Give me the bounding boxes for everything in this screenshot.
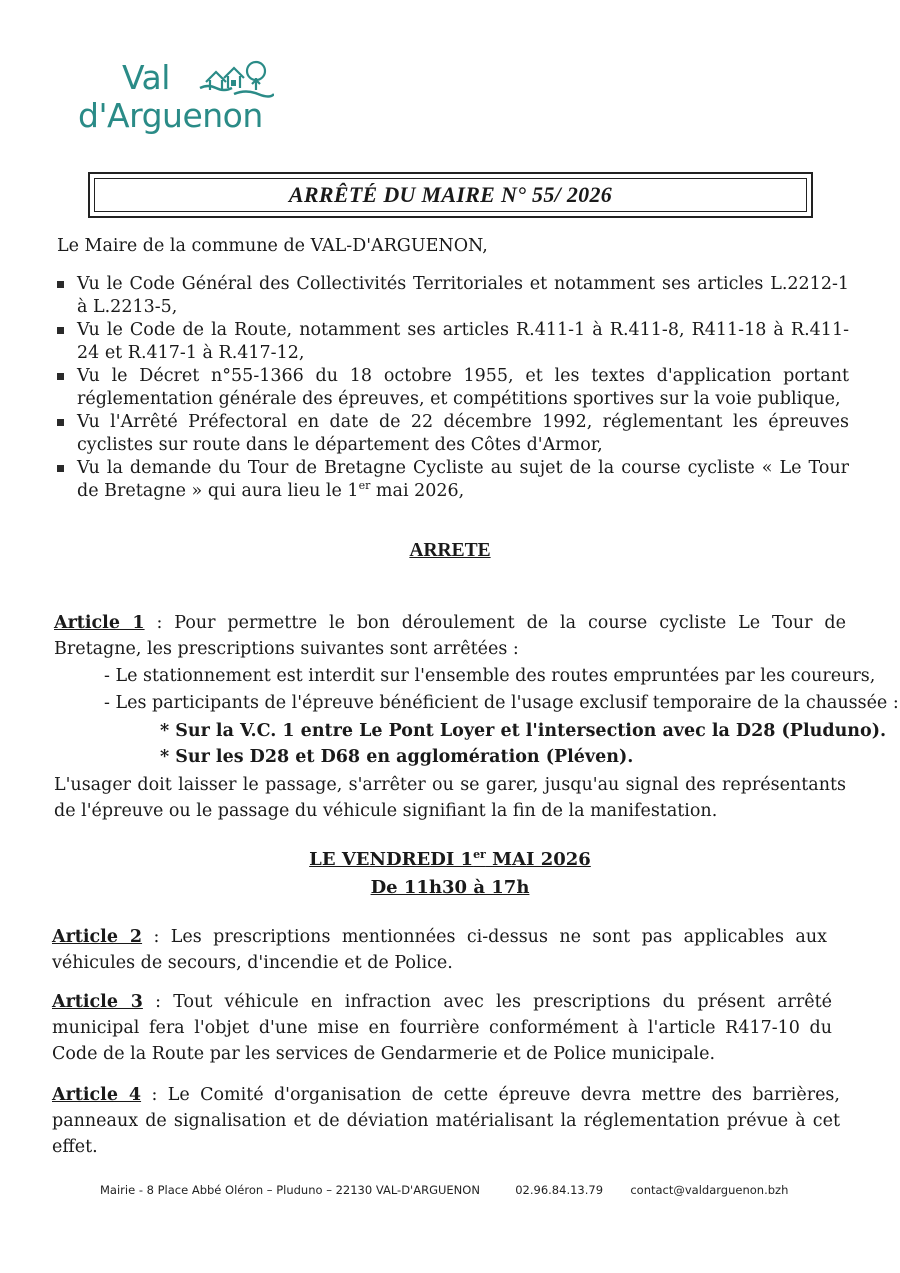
article-4-label: Article 4 — [52, 1085, 142, 1105]
bullet-square-icon — [57, 465, 64, 472]
event-time: De 11h30 à 17h — [370, 877, 530, 898]
article-1-text: : Pour permettre le bon déroulement de la course cycliste Le Tour de Bretagne, les prescriptions suivantes sont arrêtées : — [54, 613, 846, 659]
article-1-route-1: * Sur la V.C. 1 entre Le Pont Loyer et l'intersection avec la D28 (Pluduno). — [160, 721, 887, 741]
article-1-route-2: * Sur les D28 et D68 en agglomération (Pléven). — [160, 747, 634, 767]
arrete-heading: ARRETE — [409, 540, 491, 561]
footer-address: Mairie - 8 Place Abbé Oléron – Pluduno – 22130 VAL-D'ARGUENON — [100, 1183, 480, 1197]
bullet-square-icon — [57, 327, 64, 334]
list-item: Vu le Code Général des Collectivités Territoriales et notamment ses articles L.2212-1 à L.2213-5, — [57, 273, 849, 319]
document-title: ARRÊTÉ DU MAIRE N° 55/ 2026 — [288, 182, 613, 207]
municipal-logo — [76, 58, 326, 140]
article-1-closing: L'usager doit laisser le passage, s'arrêter ou se garer, jusqu'au signal des représentants de l'épreuve ou le passage du véhicule signifiant la fin de la manifestation. — [54, 775, 846, 821]
article-4: Article 4 : Le Comité d'organisation de cette épreuve devra mettre des barrières, panneaux de signalisation et de déviation matérialisant la réglementation prévue à cet effet. — [52, 1085, 840, 1157]
list-item: Vu l'Arrêté Préfectoral en date de 22 décembre 1992, réglementant les épreuves cyclistes sur route dans le département des Côtes d'Armor, — [57, 411, 849, 457]
intro-line: Le Maire de la commune de VAL-D'ARGUENON, — [57, 236, 488, 256]
article-1-dash-1: - Le stationnement est interdit sur l'ensemble des routes empruntées par les coureurs, — [104, 666, 876, 686]
article-1-label: Article 1 — [54, 613, 145, 633]
footer-phone: 02.96.84.13.79 — [515, 1183, 604, 1197]
footer — [100, 1183, 800, 1197]
article-3-label: Article 3 — [52, 992, 143, 1012]
event-date: LE VENDREDI 1er MAI 2026 — [309, 848, 591, 870]
article-1-dash-2: - Les participants de l'épreuve bénéficient de l'usage exclusif temporaire de la chaussée : — [104, 693, 899, 713]
bullet-square-icon — [57, 373, 64, 380]
article-2: Article 2 : Les prescriptions mentionnées ci-dessus ne sont pas applicables aux véhicules de secours, d'incendie et de Police. — [52, 927, 827, 973]
considerations-list — [57, 273, 849, 503]
logo-line-1: Val — [122, 58, 170, 97]
bullet-square-icon — [57, 419, 64, 426]
article-1 — [54, 610, 846, 662]
bullet-square-icon — [57, 281, 64, 288]
logo-line-2: d'Arguenon — [78, 96, 263, 135]
list-item: Vu le Code de la Route, notamment ses articles R.411-1 à R.411-8, R411-18 à R.411-24 et R.417-1 à R.417-12, — [57, 319, 849, 365]
list-item: Vu le Décret n°55-1366 du 18 octobre 1955, et les textes d'application portant réglementation générale des épreuves, et compétitions sportives sur la voie publique, — [57, 365, 849, 411]
list-item: Vu la demande du Tour de Bretagne Cycliste au sujet de la course cycliste « Le Tour de Bretagne » qui aura lieu le 1er mai 2026, — [57, 457, 849, 503]
article-2-label: Article 2 — [52, 927, 143, 947]
article-3: Article 3 : Tout véhicule en infraction avec les prescriptions du présent arrêté municipal fera l'objet d'une mise en fourrière conformément à l'article R417-10 du Code de la Route par les services de Gendarmerie et de Police municipale. — [52, 992, 832, 1064]
title-frame — [88, 172, 813, 218]
footer-email: contact@valdarguenon.bzh — [630, 1183, 789, 1197]
